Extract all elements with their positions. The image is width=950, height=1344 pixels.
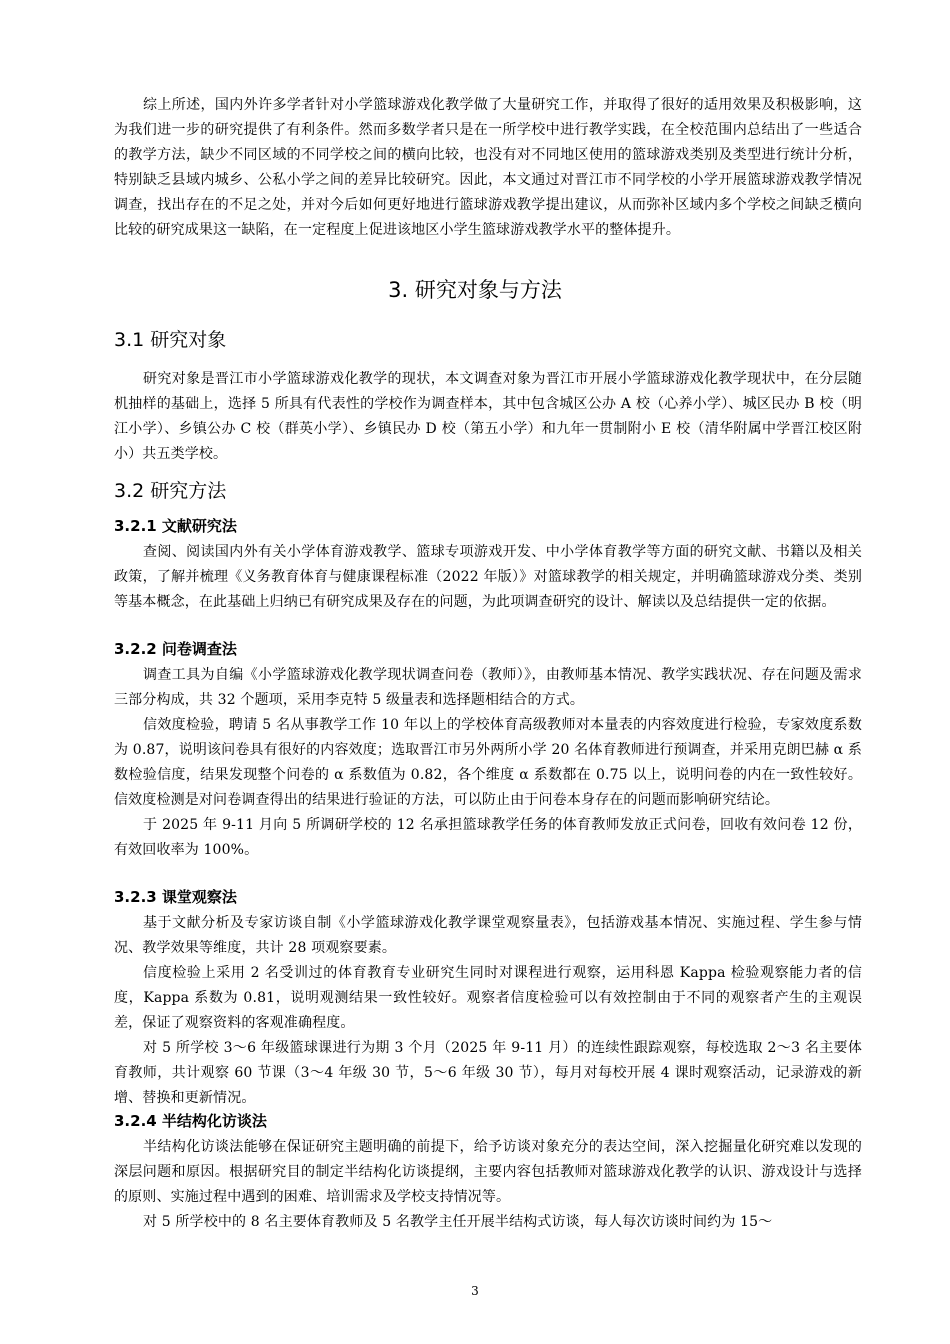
page-number: 3 bbox=[471, 1284, 479, 1298]
section-3-1-title: 3.1 研究对象 bbox=[114, 329, 227, 351]
section-3-2-2-body bbox=[114, 663, 862, 863]
section-3-1-body bbox=[114, 367, 862, 467]
section-3-2-title: 3.2 研究方法 bbox=[114, 480, 227, 502]
section-3-2-2-paragraph-1: 调查工具为自编《小学篮球游戏化教学现状调查问卷（教师）》，由教师基本情况、教学实践状况、存在问题及需求三部分构成，共 32 个题项，采用李克特 5 级量表和选择题相结合的方式。 bbox=[114, 667, 862, 708]
section-3-2-1-paragraph: 查阅、阅读国内外有关小学体育游戏教学、篮球专项游戏开发、中小学体育教学等方面的研究文献、书籍以及相关政策，了解并梳理《义务教育体育与健康课程标准（2022 年版）》对篮球教学的相关规定，并明确篮球游戏分类、类别等基本概念，在此基础上归纳已有研究成果及存在的问题，为此项调查研究的设计、解读以及总结提供一定的依据。 bbox=[114, 544, 862, 610]
section-3-2-3-paragraph-3: 对 5 所学校 3～6 年级篮球课进行为期 3 个月（2025 年 9-11 月）的连续性跟踪观察，每校选取 2～3 名主要体育教师，共计观察 60 节课（3～4 年级 30 节，5～6 年级 30 节），每月对每校开展 4 课时观察活动，记录游戏的新增、替换和更新情况。 bbox=[114, 1040, 862, 1106]
section-3-2-2-paragraph-3: 于 2025 年 9-11 月向 5 所调研学校的 12 名承担篮球教学任务的体育教师发放正式问卷，回收有效问卷 12 份，有效回收率为 100%。 bbox=[114, 817, 862, 858]
section-3-2-4-paragraph-2: 对 5 所学校中的 8 名主要体育教师及 5 名教学主任开展半结构式访谈，每人每次访谈时间约为 15～ bbox=[143, 1214, 773, 1230]
section-3-title: 3. 研究对象与方法 bbox=[388, 278, 562, 302]
section-3-2-3-title: 3.2.3 课堂观察法 bbox=[114, 888, 237, 906]
section-3-2-1-title: 3.2.1 文献研究法 bbox=[114, 517, 237, 535]
section-3-2-3-body bbox=[114, 911, 862, 1111]
section-3-2-2-paragraph-2: 信效度检验，聘请 5 名从事教学工作 10 年以上的学校体育高级教师对本量表的内容效度进行检验，专家效度系数为 0.87，说明该问卷具有很好的内容效度；选取晋江市另外两所小学 20 名体育教师进行预调查，并采用克朗巴赫 α 系数检验信度，结果发现整个问卷的 α 系数值为 0.82，各个维度 α 系数都在 0.75 以上，说明问卷的内在一致性较好。信效度检测是对问卷调查得出的结果进行验证的方法，可以防止由于问卷本身存在的问题而影响研究结论。 bbox=[114, 717, 862, 808]
section-3-2-1-body bbox=[114, 540, 862, 615]
section-3-1-paragraph: 研究对象是晋江市小学篮球游戏化教学的现状，本文调查对象为晋江市开展小学篮球游戏化教学现状中，在分层随机抽样的基础上，选择 5 所具有代表性的学校作为调查样本，其中包含城区公办 A 校（心养小学）、城区民办 B 校（明江小学）、乡镇公办 C 校（群英小学）、乡镇民办 D 校（第五小学）和九年一贯制附小 E 校（清华附属中学晋江校区附小）共五类学校。 bbox=[114, 371, 862, 462]
intro-block bbox=[114, 93, 862, 243]
section-3-2-3-paragraph-1: 基于文献分析及专家访谈自制《小学篮球游戏化教学课堂观察量表》，包括游戏基本情况、实施过程、学生参与情况、教学效果等维度，共计 28 项观察要素。 bbox=[114, 915, 862, 956]
section-3-2-4-body bbox=[114, 1135, 862, 1235]
section-3-2-2-title: 3.2.2 问卷调查法 bbox=[114, 640, 237, 658]
intro-paragraph: 综上所述，国内外许多学者针对小学篮球游戏化教学做了大量研究工作，并取得了很好的适用效果及积极影响，这为我们进一步的研究提供了有利条件。然而多数学者只是在一所学校中进行教学实践，在全校范围内总结出了一些适合的教学方法，缺少不同区域的不同学校之间的横向比较，也没有对不同地区使用的篮球游戏类别及类型进行统计分析，特别缺乏县域内城乡、公私小学之间的差异比较研究。因此，本文通过对晋江市不同学校的小学开展篮球游戏教学情况调查，找出存在的不足之处，并对今后如何更好地进行篮球游戏教学提出建议，从而弥补区域内多个学校之间缺乏横向比较的研究成果这一缺陷，在一定程度上促进该地区小学生篮球游戏教学水平的整体提升。 bbox=[114, 97, 862, 238]
section-3-2-3-paragraph-2: 信度检验上采用 2 名受训过的体育教育专业研究生同时对课程进行观察，运用科恩 Kappa 检验观察能力者的信度，Kappa 系数为 0.81，说明观测结果一致性较好。观察者信度检验可以有效控制由于不同的观察者产生的主观误差，保证了观察资料的客观准确程度。 bbox=[114, 965, 862, 1031]
section-3-2-4-title: 3.2.4 半结构化访谈法 bbox=[114, 1112, 267, 1130]
section-3-2-4-paragraph-1: 半结构化访谈法能够在保证研究主题明确的前提下，给予访谈对象充分的表达空间，深入挖掘量化研究难以发现的深层问题和原因。根据研究目的制定半结构化访谈提纲，主要内容包括教师对篮球游戏化教学的认识、游戏设计与选择的原则、实施过程中遇到的困难、培训需求及学校支持情况等。 bbox=[114, 1139, 862, 1205]
